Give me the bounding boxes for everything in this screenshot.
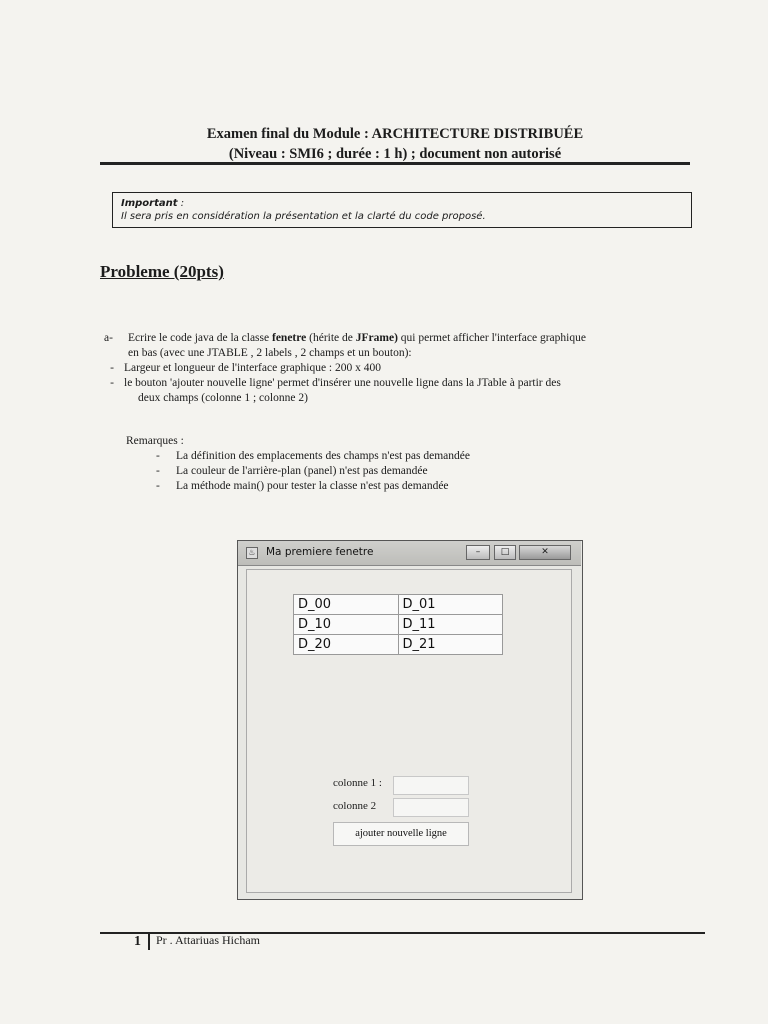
table-row[interactable] [294,595,503,615]
exam-header-line2: (Niveau : SMI6 ; durée : 1 h) ; document non autorisé [228,146,562,162]
window-content-panel [246,569,572,893]
question-a-text-3: qui permet afficher l'interface graphique [397,332,586,344]
table-cell[interactable]: D_21 [398,635,503,655]
remark-item: La couleur de l'arrière-plan (panel) n'est pas demandée [176,465,428,477]
bullet-dash: - [156,465,160,477]
remark-item: La méthode main() pour tester la classe n'est pas demandée [176,480,449,492]
important-title: Important [121,198,178,209]
bullet-dash: - [156,450,160,462]
question-a-text-2: (hérite de [306,332,356,344]
table-cell[interactable]: D_01 [398,595,503,615]
java-window-screenshot [237,540,583,900]
question-a-bullet-2: le bouton 'ajouter nouvelle ligne' permet d'insérer une nouvelle ligne dans la JTable à partir des [124,377,561,389]
important-title-suffix: : [177,198,185,209]
page-number: 1 [134,934,141,949]
window-titlebar [238,541,581,566]
header-rule [100,162,690,165]
table-row[interactable] [294,635,503,655]
field-colonne-2[interactable] [393,798,469,817]
exam-header-line1: Examen final du Module : ARCHITECTURE DISTRIBUÉE [206,126,584,142]
remarks-title: Remarques : [126,435,184,447]
java-app-icon: ♨ [246,547,258,559]
maximize-icon[interactable]: □ [494,545,516,560]
field-colonne-1[interactable] [393,776,469,795]
footer-author: Pr . Attariuas Hicham [156,933,260,947]
question-a-line2: en bas (avec une JTABLE , 2 labels , 2 champs et un bouton): [128,347,412,359]
remarks [126,434,646,494]
minimize-icon[interactable]: – [466,545,490,560]
question-a-line1 [128,331,586,346]
table-row[interactable] [294,615,503,635]
table-cell[interactable]: D_20 [294,635,399,655]
bullet-dash: - [110,377,114,389]
important-text: Il sera pris en considération la présentation et la clarté du code proposé. [121,211,486,222]
table-cell[interactable]: D_11 [398,615,503,635]
question-a [104,331,694,406]
important-box [112,192,692,228]
question-a-class-name: fenetre [272,332,307,344]
table-cell[interactable]: D_10 [294,615,399,635]
question-a-bullet-2-cont: deux champs (colonne 1 ; colonne 2) [138,392,308,404]
bullet-dash: - [110,362,114,374]
window-title: Ma premiere fenetre [266,546,374,558]
remark-item: La définition des emplacements des champs n'est pas demandée [176,450,470,462]
close-icon[interactable]: ✕ [519,545,571,560]
question-a-bullet-1: Largeur et longueur de l'interface graphique : 200 x 400 [124,362,382,374]
question-a-marker: a- [104,332,113,344]
jtable[interactable] [293,594,503,655]
footer-separator [148,932,150,950]
table-cell[interactable]: D_00 [294,595,399,615]
bullet-dash: - [156,480,160,492]
exam-header [100,124,690,164]
question-a-superclass: JFrame) [355,332,398,344]
label-colonne-1: colonne 1 : [333,777,382,789]
add-row-button[interactable]: ajouter nouvelle ligne [333,822,469,846]
question-a-text-1: Ecrire le code java de la classe [128,332,272,344]
label-colonne-2: colonne 2 [333,800,377,812]
problem-title: Probleme (20pts) [100,262,224,281]
